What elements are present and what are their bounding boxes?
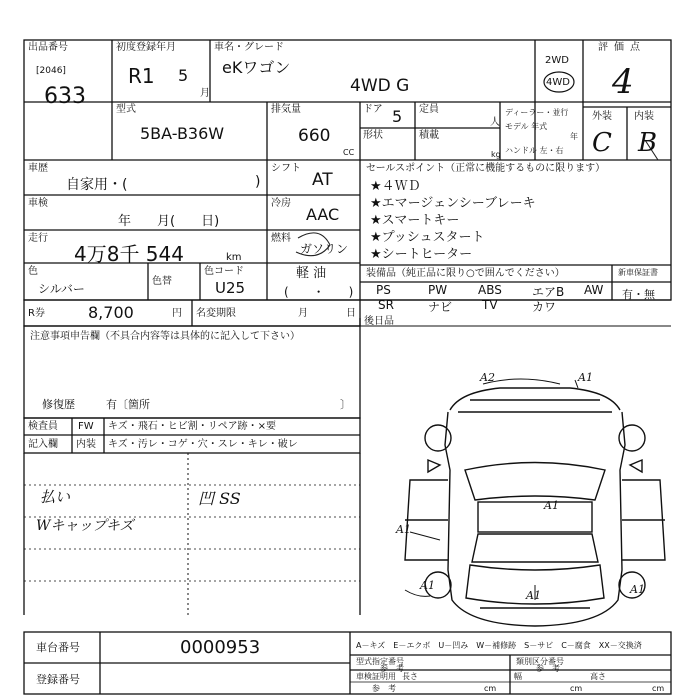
ac-value: AAC <box>306 205 340 224</box>
int-label: 内装 <box>634 111 654 122</box>
shift-value: AT <box>312 170 333 190</box>
shift-label: シフト <box>271 163 301 174</box>
width-label: 幅 <box>514 672 522 681</box>
height-label: 高さ <box>590 672 606 681</box>
equip-tv: TV <box>482 298 498 312</box>
model-year-label: モデル 年式 <box>505 122 548 131</box>
class-ref: 参 考 <box>536 664 560 673</box>
chassis-value: 0000953 <box>180 637 261 658</box>
first-reg-month: 5 <box>178 66 189 85</box>
cc-unit: CC <box>343 148 355 157</box>
deadline-month: 月 <box>298 308 308 319</box>
warranty-label: 新車保証書 <box>618 268 658 277</box>
drive-2wd: 2WD <box>545 55 569 66</box>
color-code: U25 <box>215 279 246 297</box>
width-unit: cm <box>570 684 583 693</box>
displacement-value: 660 <box>298 126 331 146</box>
warranty-value: 有・無 <box>622 288 655 301</box>
color-code-label: 色コード <box>204 266 244 277</box>
mileage-value: 4万8千 544 <box>74 242 184 266</box>
score-label: 評価点 <box>598 42 646 53</box>
selling-point-5: ★シートヒーター <box>370 247 473 262</box>
handle-label: ハンドル 左・右 <box>505 146 564 155</box>
type-label: 型式指定番号 <box>356 657 404 666</box>
damage-a1-roof: A1 <box>544 499 559 512</box>
equip-sr: SR <box>378 298 394 312</box>
ac-label: 冷房 <box>271 198 291 209</box>
km-unit: km <box>226 252 242 263</box>
color-value: シルバー <box>38 282 85 296</box>
selling-title: セールスポイント（正常に機能するものに限ります） <box>366 163 606 174</box>
selling-point-4: ★プッシュスタート <box>370 230 485 245</box>
equip-leather: カワ <box>532 300 557 314</box>
aftermarket-label: 後日品 <box>364 316 394 327</box>
class-label: 類別区分番号 <box>516 657 564 666</box>
handwritten-note-1: 払い <box>40 488 71 506</box>
damage-a1-left: A1 <box>396 523 411 536</box>
lot-number: 633 <box>44 84 86 109</box>
displacement-label: 排気量 <box>271 104 301 115</box>
equip-abs: ABS <box>478 283 502 297</box>
color-label: 色 <box>28 266 38 277</box>
doors-value: 5 <box>392 107 403 126</box>
equip-aw: AW <box>584 283 604 297</box>
notes-title: 注意事項申告欄（不具合内容等は具体的に記入して下さい） <box>30 331 300 342</box>
deadline-label: 名変期限 <box>196 308 236 319</box>
first-reg-era: R1 <box>128 64 155 88</box>
equipment-title: 装備品（純正品に限り○で囲んでください） <box>366 268 565 279</box>
int-items: キズ・汚レ・コゲ・穴・スレ・キレ・破レ <box>108 439 298 450</box>
score-value: 4 <box>612 62 634 102</box>
capacity-label: 定員 <box>419 104 439 115</box>
damage-a1-front: A1 <box>578 371 593 384</box>
load-unit: kg <box>491 150 501 159</box>
fuel-label: 燃料 <box>271 233 291 244</box>
inspector-label-1: 検査員 <box>28 421 58 432</box>
lot-sub: [2046] <box>36 66 66 76</box>
lot-label: 出品番号 <box>28 42 68 53</box>
fuel-diesel: 軽 油 <box>296 266 327 281</box>
recycle-label: R券 <box>28 308 45 319</box>
handwritten-note-3: 凹 SS <box>198 489 241 508</box>
fw-items: キズ・飛石・ヒビ割・リペア跡・×要 <box>108 421 276 432</box>
cert-ref: 参 考 <box>372 684 396 693</box>
type-ref: 参 考 <box>380 664 404 673</box>
damage-a1-rear-left: A1 <box>420 579 435 592</box>
fw-label: FW <box>78 421 94 432</box>
length-unit: cm <box>484 684 497 693</box>
inspector-label-2: 記入欄 <box>28 439 58 450</box>
equip-ps: PS <box>376 283 391 297</box>
color-change-label: 色替 <box>152 276 172 287</box>
fuel-gasoline: ガソリン <box>300 242 349 256</box>
model-label: 型式 <box>116 104 136 115</box>
damage-a1-rear: A1 <box>526 589 541 602</box>
car-name: eKワゴン <box>222 58 291 77</box>
inspection-label: 車検 <box>28 198 48 209</box>
equip-navi: ナビ <box>428 300 453 314</box>
month-unit: 月 <box>200 88 210 99</box>
int-check-label: 内装 <box>76 439 96 450</box>
recycle-unit: 円 <box>172 308 182 319</box>
mileage-label: 走行 <box>28 233 48 244</box>
repair-close: 〕 <box>340 398 351 411</box>
selling-point-1: ★４ＷＤ <box>370 179 421 194</box>
model-code: 5BA-B36W <box>140 124 225 143</box>
capacity-unit: 人 <box>490 117 500 128</box>
reg-label: 登録番号 <box>36 673 80 686</box>
doors-label: ドア <box>363 104 383 115</box>
load-label: 積載 <box>419 130 439 141</box>
repair-label: 修復歴 <box>42 398 75 411</box>
ext-grade: C <box>592 128 612 158</box>
usage-label: 車歴 <box>28 163 48 174</box>
cert-label: 車検証明用 <box>356 672 396 681</box>
damage-a2: A2 <box>480 371 495 384</box>
inspection-value: 年 月( 日) <box>118 214 220 229</box>
car-grade: 4WD G <box>350 76 410 96</box>
handwritten-note-2: Wキャップキズ <box>36 518 134 534</box>
fuel-other: ( ・ ) <box>284 285 354 299</box>
height-unit: cm <box>652 684 665 693</box>
deadline-day: 日 <box>346 308 356 319</box>
ext-label: 外装 <box>592 111 612 122</box>
first-reg-label: 初度登録年月 <box>116 42 176 53</box>
year-unit: 年 <box>570 132 578 141</box>
car-name-label: 車名・グレード <box>214 42 284 53</box>
length-label: 長さ <box>402 672 418 681</box>
chassis-label: 車台番号 <box>36 641 80 654</box>
selling-point-3: ★スマートキー <box>370 213 460 228</box>
shape-label: 形状 <box>363 130 383 141</box>
dealer-label: ディーラー・並行 <box>505 108 569 117</box>
int-grade: B <box>638 128 658 158</box>
selling-point-2: ★エマージェンシーブレーキ <box>370 196 536 211</box>
damage-legend: A－キズ E－エクボ U－凹み W－補修跡 S－サビ C－腐食 XX－交換済 <box>356 641 642 650</box>
repair-value: 有〔箇所 <box>106 398 150 411</box>
drive-4wd: 4WD <box>546 77 570 88</box>
usage-value: 自家用・( <box>66 177 128 193</box>
equip-pw: PW <box>428 283 448 297</box>
recycle-value: 8,700 <box>88 303 134 322</box>
usage-close: ) <box>255 174 261 190</box>
damage-a1-rear-right: A1 <box>630 583 645 596</box>
equip-airbag: エアB <box>532 285 565 299</box>
